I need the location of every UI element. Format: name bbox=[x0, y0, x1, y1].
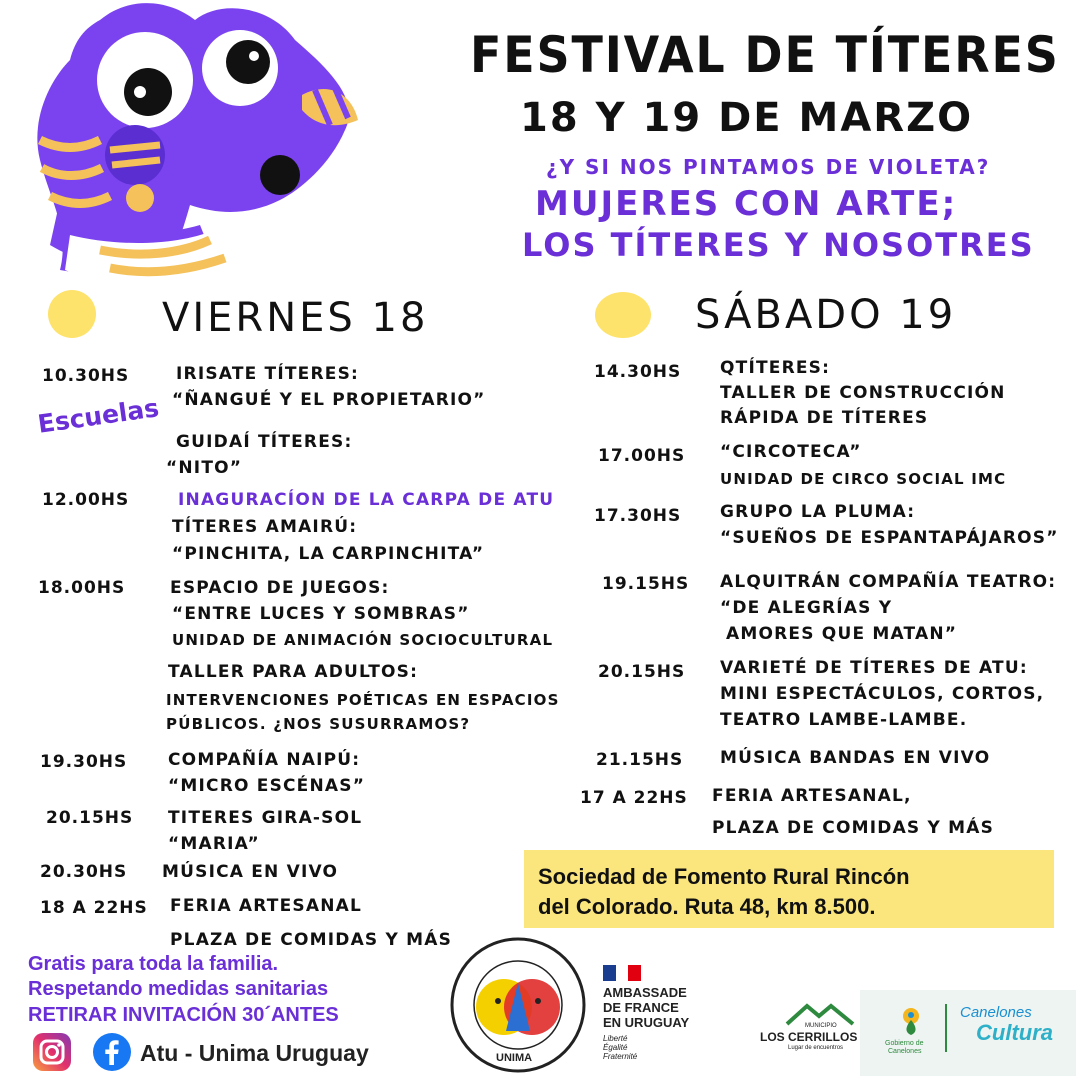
saturday-event-5-line-3: TEATRO LAMBE-LAMBE. bbox=[720, 710, 968, 730]
info-health: Respetando medidas sanitarias bbox=[28, 978, 329, 1000]
saturday-heading: SÁBADO 19 bbox=[695, 292, 957, 338]
cerrillos-tag: Lugar de encuentros bbox=[788, 1045, 844, 1051]
saturday-event-2-line-1: “CIRCOTECA” bbox=[720, 442, 862, 462]
france-line-3: EN URUGUAY bbox=[603, 1015, 690, 1030]
canelones-gov-2: Canelones bbox=[888, 1048, 922, 1055]
friday-event-9-line-1: FERIA ARTESANAL bbox=[170, 896, 363, 916]
saturday-event-5-line-1: VARIETÉ DE TÍTERES DE ATU: bbox=[720, 658, 1028, 678]
friday-event-3-line-2: TÍTERES AMAIRÚ: bbox=[172, 517, 358, 537]
saturday-event-4-line-3: AMORES QUE MATAN” bbox=[726, 624, 958, 644]
saturday-event-1-line-2: TALLER DE CONSTRUCCIÓN bbox=[720, 383, 1006, 403]
friday-event-6-line-1: COMPAÑÍA NAIPÚ: bbox=[168, 750, 361, 770]
friday-time-1: 10.30HS bbox=[42, 366, 130, 386]
canelones-cultura-1: Canelones bbox=[960, 1004, 1032, 1021]
france-line-2: DE FRANCE bbox=[603, 1000, 679, 1015]
escuelas-label: Escuelas bbox=[35, 393, 161, 439]
france-motto-2: Égalité bbox=[603, 1043, 628, 1052]
saturday-time-5: 20.15HS bbox=[598, 662, 686, 682]
friday-event-2-line-2: “NITO” bbox=[166, 458, 243, 478]
subtitle-mujeres: MUJERES CON ARTE; bbox=[535, 184, 958, 224]
facebook-icon[interactable] bbox=[92, 1032, 132, 1072]
saturday-event-5-line-2: MINI ESPECTÁCULOS, CORTOS, bbox=[720, 684, 1045, 704]
friday-event-5-line-1: TALLER PARA ADULTOS: bbox=[168, 662, 419, 682]
canelones-emblem-icon bbox=[898, 1006, 924, 1036]
cerrillos-name: LOS CERRILLOS bbox=[760, 1030, 858, 1044]
friday-event-7-line-2: “MARIA” bbox=[168, 834, 260, 854]
cerrillos-small: MUNICIPIO bbox=[805, 1023, 837, 1029]
friday-time-3: 12.00HS bbox=[42, 490, 130, 510]
info-invitation: RETIRAR INVITACIÓN 30´ANTES bbox=[28, 1004, 339, 1026]
friday-event-5-line-3: PÚBLICOS. ¿NOS SUSURRAMOS? bbox=[166, 715, 471, 733]
saturday-time-7: 17 A 22HS bbox=[580, 788, 688, 808]
friday-event-3-line-1: INAGURACÍON DE LA CARPA DE ATU bbox=[178, 490, 555, 510]
festival-title: FESTIVAL DE TÍTERES bbox=[470, 26, 1060, 84]
france-flag-icon bbox=[603, 965, 641, 981]
social-handle[interactable]: Atu - Unima Uruguay bbox=[140, 1040, 369, 1066]
canelones-cultura-2: Cultura bbox=[976, 1020, 1053, 1045]
saturday-time-4: 19.15HS bbox=[602, 574, 690, 594]
saturday-time-1: 14.30HS bbox=[594, 362, 682, 382]
saturday-event-6-line-1: MÚSICA BANDAS EN VIVO bbox=[720, 748, 991, 768]
friday-event-2-line-1: GUIDAÍ TÍTERES: bbox=[176, 432, 353, 452]
friday-event-4-line-3: UNIDAD DE ANIMACIÓN SOCIOCULTURAL bbox=[172, 631, 554, 649]
location-box bbox=[524, 850, 1054, 928]
friday-event-4-line-1: ESPACIO DE JUEGOS: bbox=[170, 578, 390, 598]
location-line-1: Sociedad de Fomento Rural Rincón bbox=[538, 864, 910, 889]
puppet-illustration bbox=[30, 0, 360, 300]
saturday-event-3-line-1: GRUPO LA PLUMA: bbox=[720, 502, 916, 522]
location-line-2: del Colorado. Ruta 48, km 8.500. bbox=[538, 894, 876, 919]
subtitle-question: ¿Y SI NOS PINTAMOS DE VIOLETA? bbox=[546, 155, 991, 179]
saturday-event-4-line-1: ALQUITRÁN COMPAÑÍA TEATRO: bbox=[720, 572, 1057, 592]
friday-event-7-line-1: TITERES GIRA-SOL bbox=[168, 808, 363, 828]
france-line-1: AMBASSADE bbox=[603, 985, 687, 1000]
saturday-event-1-line-1: QTÍTERES: bbox=[720, 358, 831, 378]
instagram-icon[interactable] bbox=[32, 1032, 72, 1072]
friday-event-4-line-2: “ENTRE LUCES Y SOMBRAS” bbox=[172, 604, 470, 624]
friday-event-6-line-2: “MICRO ESCÉNAS” bbox=[168, 776, 366, 796]
unima-name: UNIMA bbox=[496, 1052, 533, 1064]
canelones-gov-1: Gobierno de bbox=[885, 1040, 924, 1047]
saturday-event-4-line-2: “DE ALEGRÍAS Y bbox=[720, 598, 893, 618]
subtitle-titeres: LOS TÍTERES Y NOSOTRES bbox=[522, 226, 1035, 264]
friday-heading: VIERNES 18 bbox=[162, 295, 429, 341]
friday-time-6: 19.30HS bbox=[40, 752, 128, 772]
saturday-time-6: 21.15HS bbox=[596, 750, 684, 770]
saturday-time-3: 17.30HS bbox=[594, 506, 682, 526]
saturday-dot bbox=[595, 292, 651, 338]
friday-event-1-line-2: “ÑANGUÉ Y EL PROPIETARIO” bbox=[172, 390, 486, 410]
france-motto-3: Fraternité bbox=[603, 1052, 638, 1061]
saturday-event-7-line-2: PLAZA DE COMIDAS Y MÁS bbox=[712, 818, 995, 838]
friday-time-9: 18 A 22HS bbox=[40, 898, 148, 918]
friday-time-4: 18.00HS bbox=[38, 578, 126, 598]
friday-event-8-line-1: MÚSICA EN VIVO bbox=[162, 862, 339, 882]
france-motto-1: Liberté bbox=[603, 1034, 628, 1043]
friday-event-1-line-1: IRISATE TÍTERES: bbox=[176, 364, 360, 384]
friday-event-3-line-3: “PINCHITA, LA CARPINCHITA” bbox=[172, 544, 485, 564]
info-free: Gratis para toda la familia. bbox=[28, 953, 279, 975]
saturday-event-1-line-3: RÁPIDA DE TÍTERES bbox=[720, 408, 929, 428]
saturday-event-3-line-2: “SUEÑOS DE ESPANTAPÁJAROS” bbox=[720, 528, 1059, 548]
friday-event-9-line-2: PLAZA DE COMIDAS Y MÁS bbox=[170, 930, 453, 950]
friday-event-5-line-2: INTERVENCIONES POÉTICAS EN ESPACIOS bbox=[166, 691, 560, 709]
canelones-divider bbox=[945, 1004, 947, 1052]
saturday-time-2: 17.00HS bbox=[598, 446, 686, 466]
festival-dates: 18 Y 19 DE MARZO bbox=[520, 95, 974, 141]
friday-time-8: 20.30HS bbox=[40, 862, 128, 882]
saturday-event-2-line-2: UNIDAD DE CIRCO SOCIAL IMC bbox=[720, 470, 1007, 488]
saturday-event-7-line-1: FERIA ARTESANAL, bbox=[712, 786, 912, 806]
friday-time-7: 20.15HS bbox=[46, 808, 134, 828]
friday-dot bbox=[48, 290, 96, 338]
